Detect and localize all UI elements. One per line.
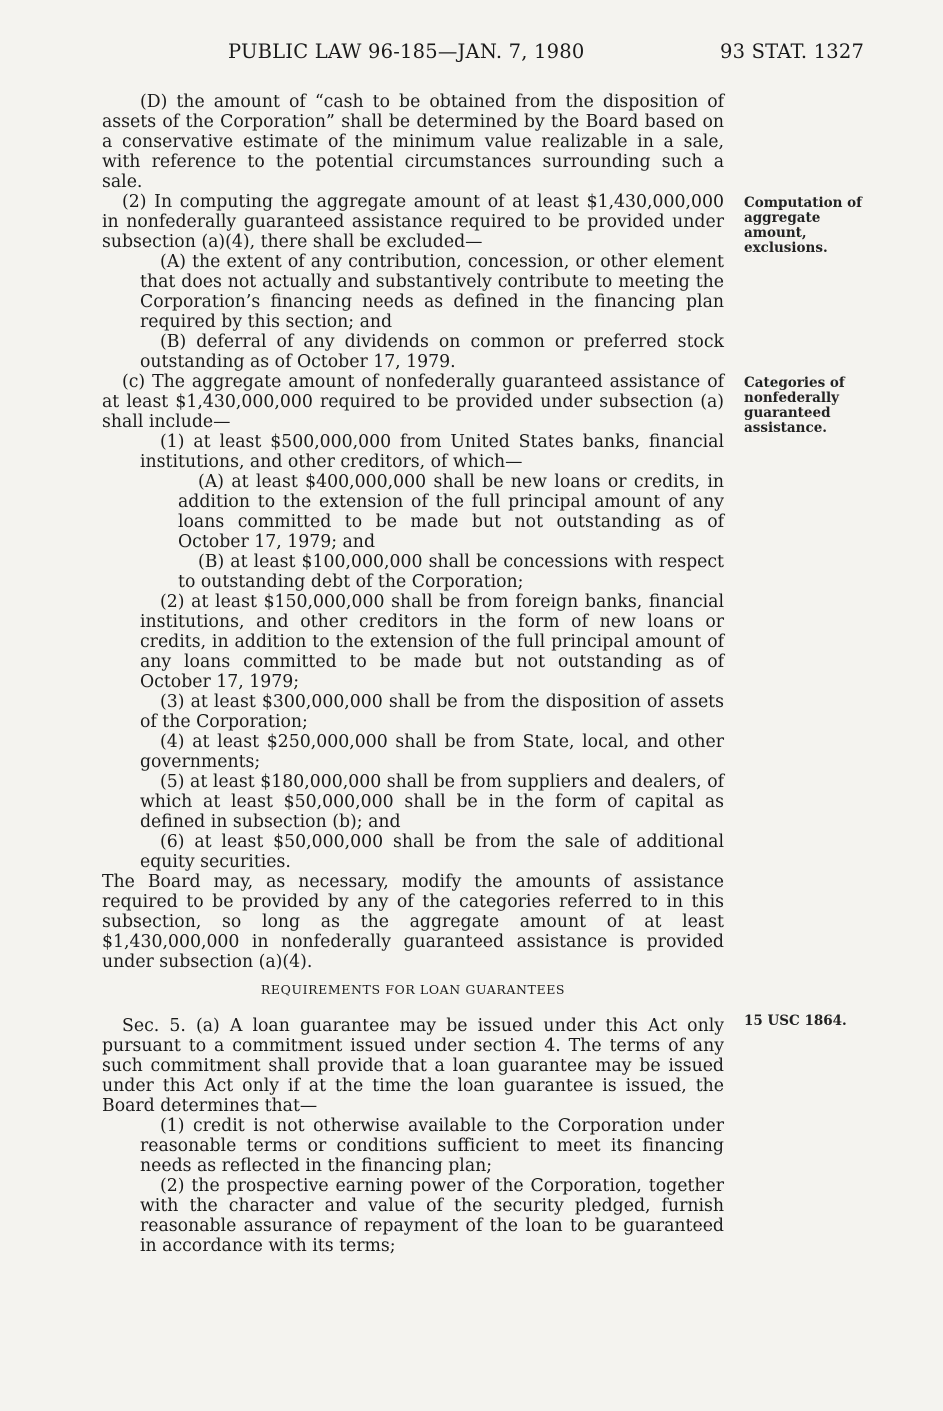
paragraph-b-deferral: (B) deferral of any dividends on common or preferred stock outstanding as of October 17, 1979. (140, 332, 724, 372)
paragraph-a-new-loans: (A) at least $400,000,000 shall be new loans or credits, in addition to the extension of the full principal amount of any loans committed to be made but not outstanding as of October 17, 1979; and (178, 472, 724, 552)
paragraph-5-suppliers: (5) at least $180,000,000 shall be from suppliers and dealers, of which at least $50,000,000 shall be in the form of capital as defined in subsection (b); and (140, 772, 724, 832)
section-heading: REQUIREMENTS FOR LOAN GUARANTEES (260, 982, 566, 997)
paragraph-4-governments: (4) at least $250,000,000 shall be from State, local, and other governments; (140, 732, 724, 772)
paragraph-2-earning-power: (2) the prospective earning power of the Corporation, together with the character and value of the security pledged, furnish reasonable assurance of repayment of the loan to be guaranteed in accordance with its terms; (140, 1176, 724, 1256)
margin-note-computation: Computation of aggregate amount, exclusions. (744, 195, 862, 256)
paragraph-b-concessions: (B) at least $100,000,000 shall be concessions with respect to outstanding debt of the Corporation; (178, 552, 724, 592)
paragraph-board-modify: The Board may, as necessary, modify the amounts of assistance required to be provided by any of the categories referred to in this subsection, so long as the aggregate amount of at least $1,430,000,000 in nonfederally guaranteed assistance is provided under subsection (a)(4). (102, 872, 724, 972)
paragraph-2-computing: (2) In computing the aggregate amount of at least $1,430,000,000 in nonfederally guaranteed assistance required to be provided under subsection (a)(4), there shall be excluded— (102, 192, 724, 252)
paragraph-sec-5: Sec. 5. (a) A loan guarantee may be issued under this Act only pursuant to a commitment issued under section 4. The terms of any such commitment shall provide that a loan guarantee may be issued under this Act only if at the time the loan guarantee is issued, the Board determines that— (102, 1016, 724, 1116)
paragraph-6-equity: (6) at least $50,000,000 shall be from the sale of additional equity securities. (140, 832, 724, 872)
header-title: PUBLIC LAW 96-185—JAN. 7, 1980 (228, 40, 585, 63)
paragraph-1-credit: (1) credit is not otherwise available to the Corporation under reasonable terms or conditions sufficient to meet its financing needs as reflected in the financing plan; (140, 1116, 724, 1176)
margin-note-categories: Categories of nonfederally guaranteed assistance. (744, 375, 845, 436)
paragraph-c-aggregate: (c) The aggregate amount of nonfederally guaranteed assistance of at least $1,430,000,000 required to be provided under subsection (a) shall include— (102, 372, 724, 432)
paragraph-3-disposition: (3) at least $300,000,000 shall be from the disposition of assets of the Corporation; (140, 692, 724, 732)
body-text (102, 92, 724, 1256)
margin-note-usc: 15 USC 1864. (744, 1013, 847, 1029)
paragraph-a-contribution: (A) the extent of any contribution, concession, or other element that does not actually and substantively contribute to meeting the Corporation’s financing needs as defined in the financing plan required by this section; and (140, 252, 724, 332)
paragraph-d-cash: (D) the amount of “cash to be obtained from the disposition of assets of the Corporation” shall be determined by the Board based on a conservative estimate of the minimum value realizable in a sale, with reference to the potential circumstances surrounding such a sale. (102, 92, 724, 192)
paragraph-1-us-banks: (1) at least $500,000,000 from United States banks, financial institutions, and other creditors, of which— (140, 432, 724, 472)
page-header (0, 40, 943, 70)
header-page-number: 93 STAT. 1327 (720, 40, 865, 63)
paragraph-2-foreign-banks: (2) at least $150,000,000 shall be from foreign banks, financial institutions, and other creditors in the form of new loans or credits, in addition to the extension of the full principal amount of any loans committed to be made but not outstanding as of October 17, 1979; (140, 592, 724, 692)
